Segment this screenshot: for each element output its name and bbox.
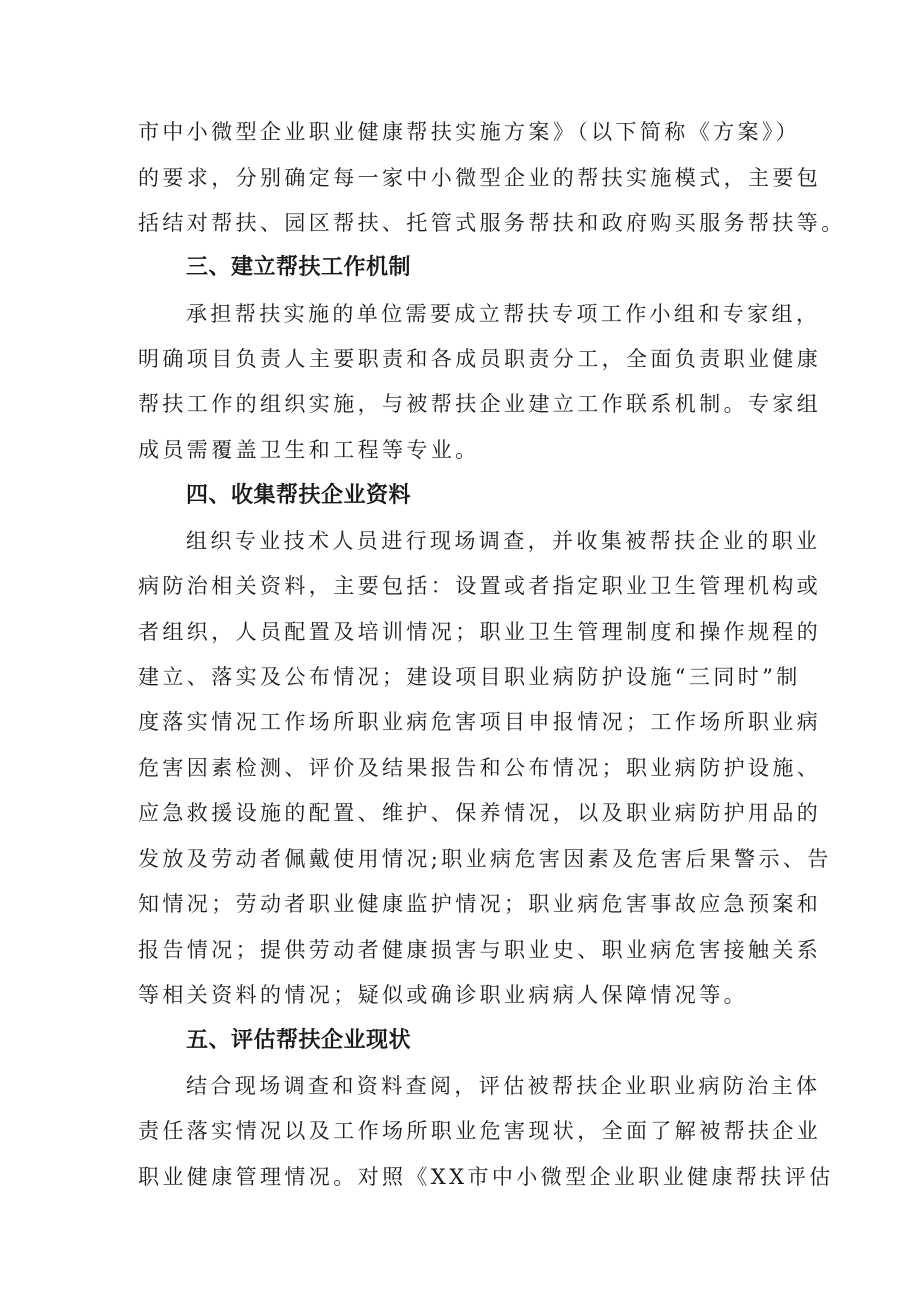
section-heading-3: 三、建立帮扶工作机制 bbox=[186, 255, 412, 280]
paragraph-line: 成员需覆盖卫生和工程等专业。 bbox=[138, 438, 480, 462]
paragraph-line: 危害因素检测、评价及结果报告和公布情况；职业病防护设施、 bbox=[138, 756, 822, 780]
paragraph-line: 明确项目负责人主要职责和各成员职责分工，全面负责职业健康 bbox=[138, 347, 822, 371]
paragraph-line: 度落实情况工作场所职业病危害项目申报情况；工作场所职业病 bbox=[138, 710, 822, 734]
paragraph-line: 病防治相关资料，主要包括：设置或者指定职业卫生管理机构或 bbox=[138, 574, 822, 598]
paragraph-line: 组织专业技术人员进行现场调查，并收集被帮扶企业的职业 bbox=[186, 529, 821, 553]
paragraph-line: 市中小微型企业职业健康帮扶实施方案》（以下简称《方案》） bbox=[138, 120, 801, 144]
paragraph-line: 括结对帮扶、园区帮扶、托管式服务帮扶和政府购买服务帮扶等。 bbox=[138, 211, 846, 235]
paragraph-line: 帮扶工作的组织实施，与被帮扶企业建立工作联系机制。专家组 bbox=[138, 392, 822, 416]
paragraph-line: 建立、落实及公布情况；建设项目职业病防护设施“三同时”制 bbox=[138, 665, 801, 689]
paragraph-line: 等相关资料的情况；疑似或确诊职业病病人保障情况等。 bbox=[138, 983, 748, 1007]
paragraph-line: 发放及劳动者佩戴使用情况;职业病危害因素及危害后果警示、告 bbox=[138, 847, 832, 871]
section-heading-4: 四、收集帮扶企业资料 bbox=[186, 483, 412, 508]
paragraph-line: 知情况；劳动者职业健康监护情况；职业病危害事故应急预案和 bbox=[138, 892, 822, 916]
paragraph-line: 承担帮扶实施的单位需要成立帮扶专项工作小组和专家组， bbox=[186, 302, 821, 326]
paragraph-line: 报告情况；提供劳动者健康损害与职业史、职业病危害接触关系 bbox=[138, 938, 822, 962]
paragraph-line: 应急救援设施的配置、维护、保养情况，以及职业病防护用品的 bbox=[138, 801, 822, 825]
paragraph-line: 职业健康管理情况。对照《XX市中小微型企业职业健康帮扶评估 bbox=[138, 1165, 834, 1189]
paragraph-line: 者组织，人员配置及培训情况；职业卫生管理制度和操作规程的 bbox=[138, 620, 822, 644]
paragraph-line: 结合现场调查和资料查阅，评估被帮扶企业职业病防治主体 bbox=[186, 1074, 821, 1098]
paragraph-line: 责任落实情况以及工作场所职业危害现状，全面了解被帮扶企业 bbox=[138, 1119, 822, 1143]
paragraph-line: 的要求，分别确定每一家中小微型企业的帮扶实施模式，主要包 bbox=[138, 166, 822, 190]
section-heading-5: 五、评估帮扶企业现状 bbox=[186, 1028, 412, 1053]
